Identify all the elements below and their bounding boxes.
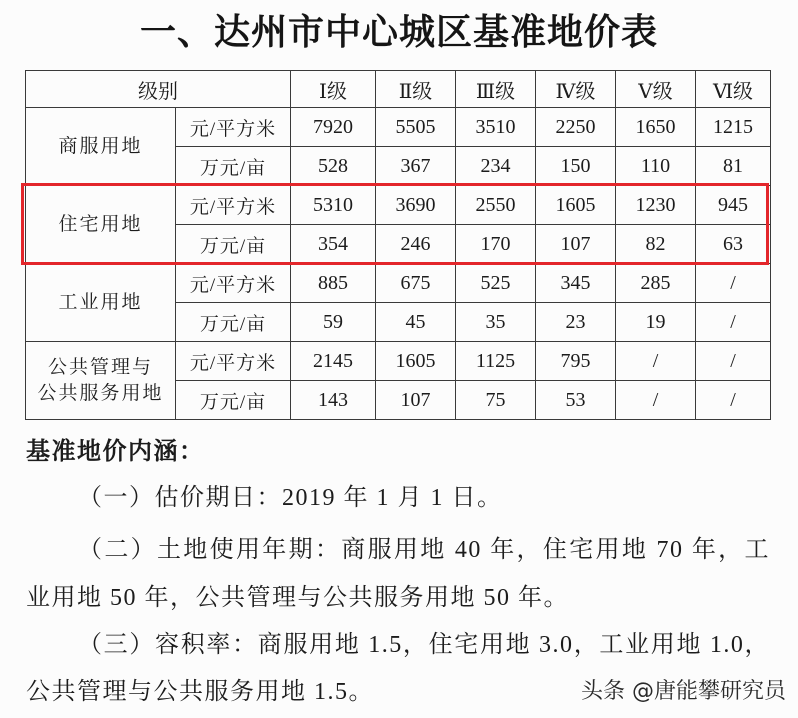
price-value: 143 <box>291 381 376 420</box>
price-value: 107 <box>376 381 456 420</box>
unit-label: 万元/亩 <box>176 147 291 186</box>
note-line: （三）容积率：商服用地 1.5，住宅用地 3.0，工业用地 1.0， <box>78 632 770 658</box>
price-value: 75 <box>456 381 536 420</box>
price-value: 1215 <box>696 108 771 147</box>
unit-label: 万元/亩 <box>176 225 291 264</box>
price-value: 525 <box>456 264 536 303</box>
price-value: 63 <box>696 225 771 264</box>
unit-label: 元/平方米 <box>176 186 291 225</box>
price-value: 795 <box>536 342 616 381</box>
price-value: 2250 <box>536 108 616 147</box>
notes-heading: 基准地价内涵： <box>26 439 205 465</box>
price-value: 246 <box>376 225 456 264</box>
level-header: Ⅲ级 <box>456 71 536 108</box>
land-use-category <box>26 342 176 420</box>
price-value: 945 <box>696 186 771 225</box>
price-value: 7920 <box>291 108 376 147</box>
price-value: / <box>696 264 771 303</box>
note-line: （二）土地使用年期：商服用地 40 年，住宅用地 70 年，工 <box>78 537 770 563</box>
price-value: 1125 <box>456 342 536 381</box>
price-value: 234 <box>456 147 536 186</box>
price-value: 19 <box>616 303 696 342</box>
table-row <box>26 342 771 381</box>
price-value: 53 <box>536 381 616 420</box>
price-value: / <box>696 342 771 381</box>
price-value: 5310 <box>291 186 376 225</box>
category-line: 公共服务用地 <box>37 382 164 404</box>
price-value: / <box>616 342 696 381</box>
level-header: Ⅳ级 <box>536 71 616 108</box>
price-value: 5505 <box>376 108 456 147</box>
price-value: 885 <box>291 264 376 303</box>
price-value: 1650 <box>616 108 696 147</box>
grade-header: 级别 <box>26 71 291 108</box>
note-line: 业用地 50 年，公共管理与公共服务用地 50 年。 <box>26 585 569 611</box>
price-value: 1230 <box>616 186 696 225</box>
unit-label: 万元/亩 <box>176 381 291 420</box>
note-line: 公共管理与公共服务用地 1.5。 <box>26 679 374 705</box>
land-use-category: 住宅用地 <box>26 186 176 264</box>
level-header: Ⅴ级 <box>616 71 696 108</box>
price-value: 2550 <box>456 186 536 225</box>
price-value: 528 <box>291 147 376 186</box>
price-value: 107 <box>536 225 616 264</box>
level-header: Ⅰ级 <box>291 71 376 108</box>
table-header-row <box>26 71 771 108</box>
price-value: 82 <box>616 225 696 264</box>
price-value: 345 <box>536 264 616 303</box>
price-value: 285 <box>616 264 696 303</box>
price-value: 81 <box>696 147 771 186</box>
price-value: 3510 <box>456 108 536 147</box>
price-value: / <box>696 381 771 420</box>
price-value: 23 <box>536 303 616 342</box>
price-value: / <box>696 303 771 342</box>
price-value: / <box>616 381 696 420</box>
level-header: Ⅵ级 <box>696 71 771 108</box>
price-value: 1605 <box>376 342 456 381</box>
unit-label: 元/平方米 <box>176 108 291 147</box>
watermark: 头条 @唐能攀研究员 <box>581 679 786 704</box>
level-header: Ⅱ级 <box>376 71 456 108</box>
land-use-category: 商服用地 <box>26 108 176 186</box>
category-line: 公共管理与 <box>47 356 153 378</box>
price-value: 1605 <box>536 186 616 225</box>
price-value: 150 <box>536 147 616 186</box>
price-value: 367 <box>376 147 456 186</box>
unit-label: 元/平方米 <box>176 264 291 303</box>
land-use-category: 工业用地 <box>26 264 176 342</box>
price-value: 35 <box>456 303 536 342</box>
price-value: 45 <box>376 303 456 342</box>
unit-label: 元/平方米 <box>176 342 291 381</box>
document-title: 一、达州市中心城区基准地价表 <box>139 12 658 52</box>
price-value: 675 <box>376 264 456 303</box>
price-value: 2145 <box>291 342 376 381</box>
price-value: 110 <box>616 147 696 186</box>
price-value: 59 <box>291 303 376 342</box>
price-value: 3690 <box>376 186 456 225</box>
price-value: 354 <box>291 225 376 264</box>
residential-highlight-box <box>21 183 769 265</box>
table-row <box>26 264 771 303</box>
note-line: （一）估价期日：2019 年 1 月 1 日。 <box>78 485 503 511</box>
table-row <box>26 108 771 147</box>
price-value: 170 <box>456 225 536 264</box>
unit-label: 万元/亩 <box>176 303 291 342</box>
